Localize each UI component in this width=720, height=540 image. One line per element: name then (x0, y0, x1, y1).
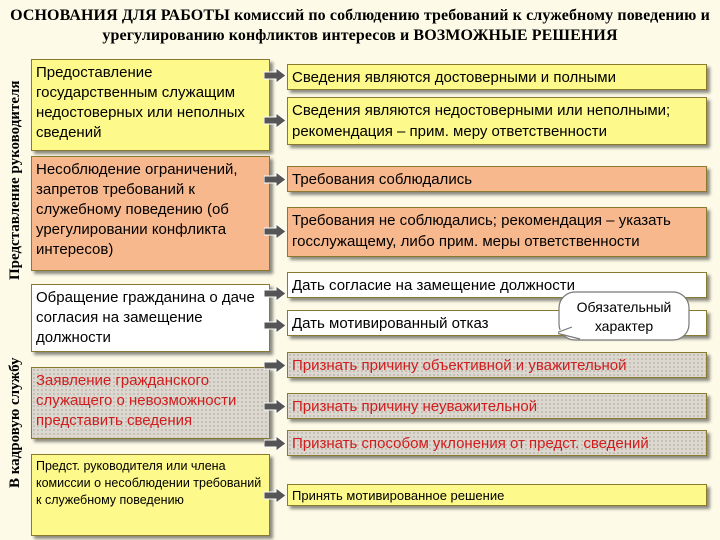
decision-info-unreliable: Сведения являются недостоверными или неполными; рекомендация – прим. меру ответственности (287, 97, 707, 145)
arrow-right-icon (264, 113, 286, 128)
page-title: ОСНОВАНИЯ ДЛЯ РАБОТЫ комиссий по соблюдению требований к служебному поведению и урегулированию конфликтов интересов и ВОЗМОЖНЫЕ РЕШЕНИЯ (10, 7, 710, 44)
decision-evasion: Признать способом уклонения от предст. сведений (287, 430, 707, 456)
arrow-right-icon (264, 358, 286, 373)
basis-box-citizen-request: Обращение гражданина о даче согласия на замещение должности (31, 284, 270, 352)
side-label-top: Представление руководителя (7, 80, 23, 280)
decision-reason-invalid: Признать причину неуважительной (287, 393, 707, 419)
decision-reasoned-refusal: Дать мотивированный отказ (287, 310, 707, 336)
arrow-right-icon (264, 68, 286, 83)
decision-info-reliable: Сведения являются достоверными и полными (287, 64, 707, 90)
arrow-right-icon (264, 488, 286, 503)
basis-box-false-info: Предоставление государственным служащим недостоверных или неполных сведений (31, 59, 270, 151)
basis-box-head-submission: Предст. руководителя или члена комиссии о несоблюдении требований к служебному поведению (31, 454, 270, 536)
decision-requirements-met: Требования соблюдались (287, 166, 707, 192)
arrow-right-icon (264, 318, 286, 333)
side-label-bottom: В кадровую службу (7, 357, 23, 488)
callout-text: Обязательный характер (576, 299, 672, 334)
arrow-right-icon (264, 224, 286, 239)
arrow-right-icon (264, 286, 286, 301)
arrow-right-icon (264, 436, 286, 451)
basis-box-impossibility-statement: Заявление гражданского служащего о невозможности представить сведения (31, 367, 270, 439)
arrow-right-icon (264, 172, 286, 187)
basis-box-noncompliance: Несоблюдение ограничений, запретов требований к служебному поведению (об урегулировании конфликта интересов) (31, 156, 270, 271)
decision-reasoned: Принять мотивированное решение (287, 484, 707, 506)
decision-requirements-not-met: Требования не соблюдались; рекомендация – указать госслужащему, либо прим. меры ответственности (287, 207, 707, 257)
arrow-right-icon (264, 399, 286, 414)
decision-reason-valid: Признать причину объективной и уважительной (287, 352, 707, 378)
decision-grant-consent: Дать согласие на замещение должности (287, 272, 707, 298)
